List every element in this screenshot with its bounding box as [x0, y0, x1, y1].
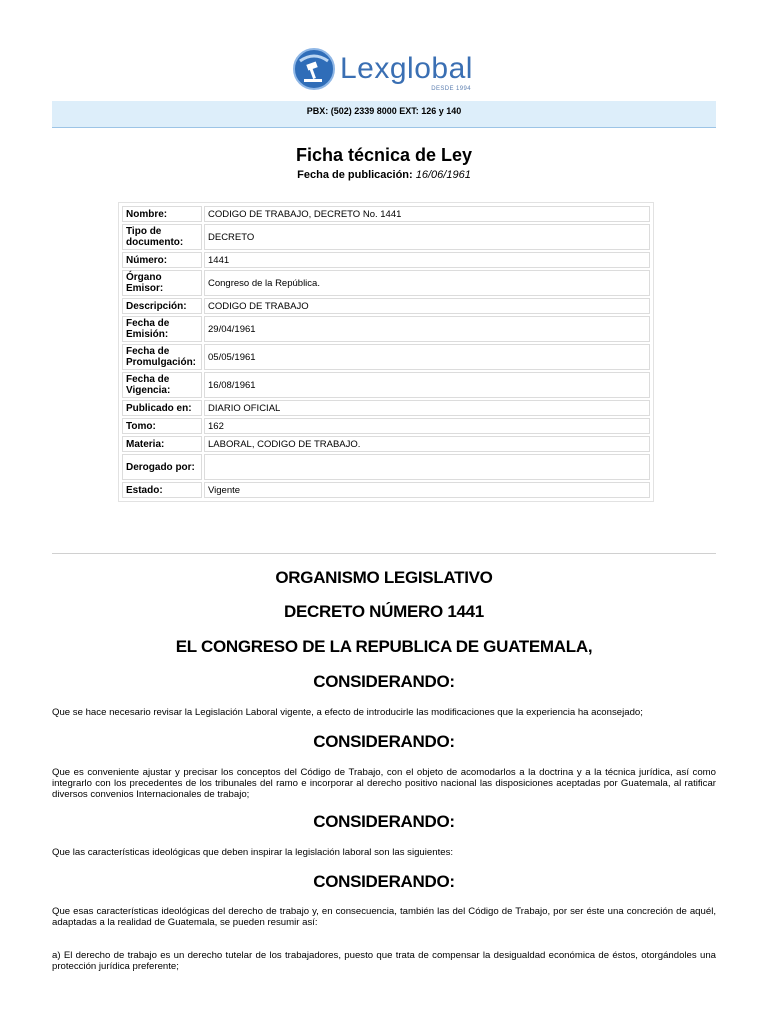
fact-sheet-label: Materia: — [122, 436, 202, 452]
heading-considerando-4: CONSIDERANDO: — [313, 872, 455, 891]
fact-sheet-row — [122, 316, 650, 342]
fact-sheet-row — [122, 436, 650, 452]
fact-sheet-label: Derogado por: — [122, 454, 202, 480]
fact-sheet-row — [122, 454, 650, 480]
fact-sheet-value: LABORAL, CODIGO DE TRABAJO. — [204, 436, 650, 452]
paragraph-4: Que esas características ideológicas del derecho de trabajo y, en consecuencia, también las del Código de Trabajo, por ser éste una concreción de aquél, adaptadas a la realidad de Guatemala, se pueden resumir así: — [52, 906, 716, 928]
globe-icon — [292, 47, 336, 91]
fact-sheet-row — [122, 206, 650, 222]
heading-organismo: ORGANISMO LEGISLATIVO — [275, 568, 493, 587]
logo-wordmark — [340, 52, 473, 92]
fact-sheet-row — [122, 252, 650, 268]
fact-sheet-row — [122, 418, 650, 434]
fact-sheet-row — [122, 400, 650, 416]
fact-sheet-value: Congreso de la República. — [204, 270, 650, 296]
fact-sheet-label: Tomo: — [122, 418, 202, 434]
page-title: Ficha técnica de Ley — [295, 145, 473, 165]
fact-sheet-row — [122, 298, 650, 314]
fact-sheet-value: 1441 — [204, 252, 650, 268]
divider — [52, 553, 716, 554]
heading-considerando-2: CONSIDERANDO: — [313, 732, 455, 751]
fact-sheet-value: CODIGO DE TRABAJO, DECRETO No. 1441 — [204, 206, 650, 222]
fact-sheet-label: Nombre: — [122, 206, 202, 222]
fact-sheet-value — [204, 454, 650, 480]
fact-sheet-label: Número: — [122, 252, 202, 268]
fact-sheet-table — [118, 202, 654, 502]
publication-date — [0, 169, 768, 181]
fact-sheet-row — [122, 482, 650, 498]
fact-sheet-label: Estado: — [122, 482, 202, 498]
fact-sheet-row — [122, 344, 650, 370]
fact-sheet-value: 162 — [204, 418, 650, 434]
publication-date-label: Fecha de publicación: — [297, 169, 413, 181]
logo-tagline: DESDE 1994 — [431, 86, 471, 92]
paragraph-2: Que es conveniente ajustar y precisar los conceptos del Código de Trabajo, con el objeto de acomodarlos a la doctrina y a la técnica jurídica, así como integrarlo con los precedentes de los tribunales del ramo e incorporar al derecho positivo nacional las disposiciones aceptadas por Guatemala, al ratificar diversos convenios Internacionales de trabajo; — [52, 767, 716, 800]
fact-sheet-label: Descripción: — [122, 298, 202, 314]
paragraph-3: Que las características ideológicas que deben inspirar la legislación laboral son las siguientes: — [52, 847, 454, 858]
fact-sheet-label: Fecha de Vigencia: — [122, 372, 202, 398]
fact-sheet-row — [122, 224, 650, 250]
lexglobal-logo[interactable] — [292, 44, 482, 94]
pbx-text: PBX: (502) 2339 8000 EXT: 126 y 140 — [306, 106, 462, 116]
fact-sheet-value: DIARIO OFICIAL — [204, 400, 650, 416]
fact-sheet-body — [122, 206, 650, 498]
fact-sheet-label: Publicado en: — [122, 400, 202, 416]
fact-sheet-value: 05/05/1961 — [204, 344, 650, 370]
paragraph-1: Que se hace necesario revisar la Legislación Laboral vigente, a efecto de introducirle las modificaciones que la experiencia ha aconsejado; — [52, 707, 643, 718]
fact-sheet-label: Tipo de documento: — [122, 224, 202, 250]
fact-sheet-value: 29/04/1961 — [204, 316, 650, 342]
heading-considerando-1: CONSIDERANDO: — [313, 672, 455, 691]
publication-date-value: 16/06/1961 — [415, 169, 471, 181]
fact-sheet-label: Órgano Emisor: — [122, 270, 202, 296]
logo-text: Lexglobal — [340, 52, 473, 85]
fact-sheet-label: Fecha de Emisión: — [122, 316, 202, 342]
paragraph-5: a) El derecho de trabajo es un derecho tutelar de los trabajadores, puesto que trata de compensar la desigualdad económica de éstos, otorgándoles una protección jurídica preferente; — [52, 950, 716, 972]
fact-sheet-row — [122, 270, 650, 296]
heading-decreto: DECRETO NÚMERO 1441 — [284, 602, 484, 621]
fact-sheet-row — [122, 372, 650, 398]
fact-sheet-value: Vigente — [204, 482, 650, 498]
contact-bar — [52, 101, 716, 128]
heading-considerando-3: CONSIDERANDO: — [313, 812, 455, 831]
fact-sheet-label: Fecha de Promulgación: — [122, 344, 202, 370]
heading-congreso: EL CONGRESO DE LA REPUBLICA DE GUATEMALA, — [175, 637, 593, 656]
fact-sheet-value: 16/08/1961 — [204, 372, 650, 398]
fact-sheet-value: CODIGO DE TRABAJO — [204, 298, 650, 314]
fact-sheet-value: DECRETO — [204, 224, 650, 250]
